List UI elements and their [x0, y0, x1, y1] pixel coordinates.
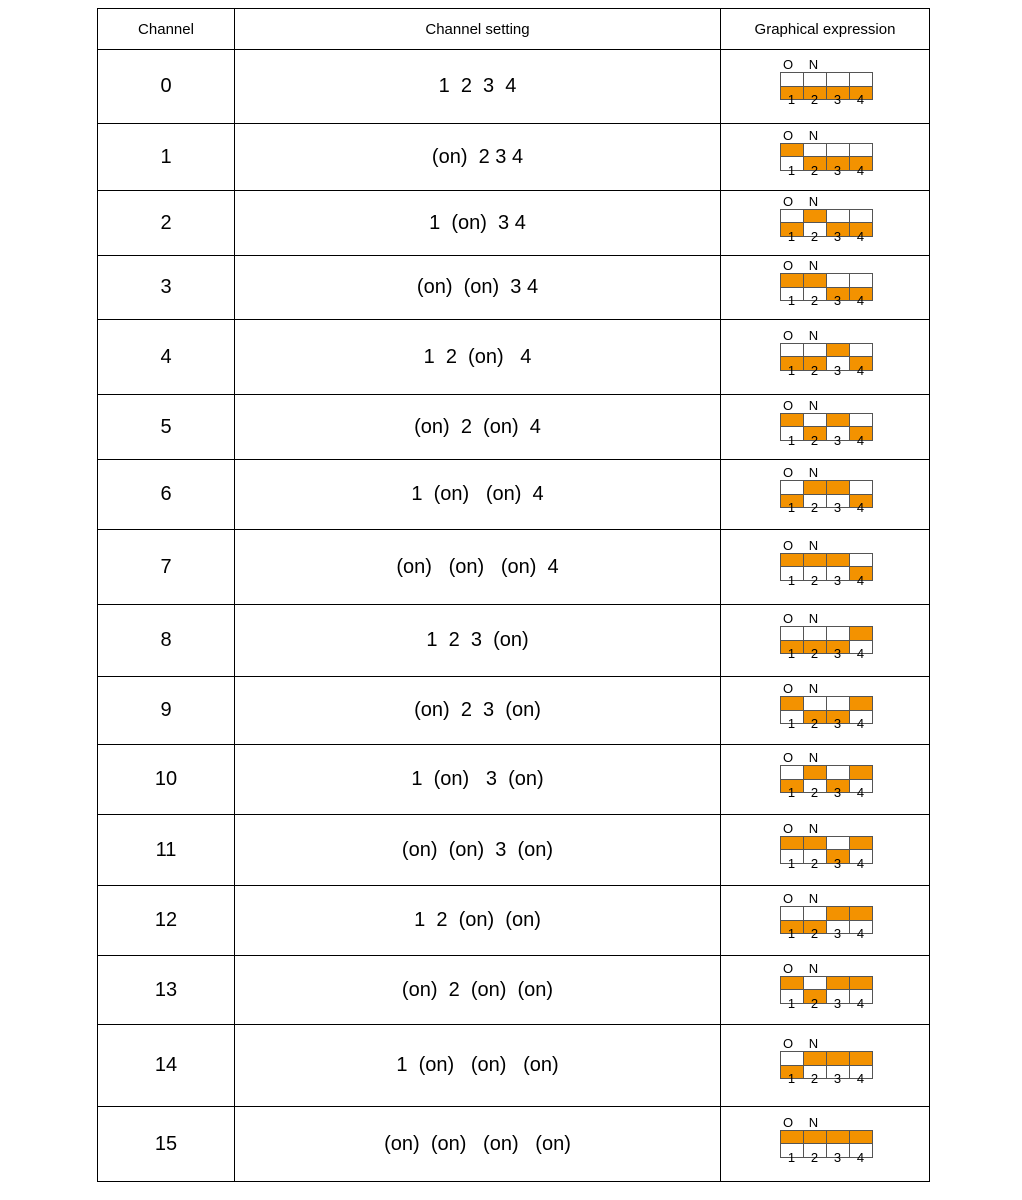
channel-setting: (on) (on) (on) 4 — [235, 530, 721, 605]
table-row — [98, 256, 930, 320]
switch-number-label: 3 — [833, 432, 842, 448]
switch-number-label: 3 — [833, 995, 842, 1011]
switch-upper-half — [804, 414, 826, 428]
switch-number-label: 1 — [787, 162, 796, 178]
channel-number: 14 — [98, 1025, 235, 1107]
switch-upper-half — [781, 697, 803, 711]
channel-setting: (on) (on) 3 (on) — [235, 815, 721, 886]
switch-number-label: 1 — [787, 646, 796, 661]
switch-number-label: 2 — [810, 1149, 819, 1165]
on-label: O N — [783, 820, 825, 836]
table-row — [98, 124, 930, 191]
switch-number-label: 4 — [856, 785, 865, 800]
channel-setting: (on) 2 3 (on) — [235, 677, 721, 745]
graphical-expression-cell — [721, 745, 930, 815]
switch-number-label: 1 — [787, 855, 796, 871]
switch-numbers — [780, 1072, 872, 1085]
switch-upper-half — [781, 210, 803, 224]
table-row — [98, 677, 930, 745]
switch-number-label: 3 — [833, 1149, 842, 1165]
graphical-expression-cell — [721, 1107, 930, 1182]
switch-upper-half — [850, 73, 872, 87]
channel-number: 13 — [98, 956, 235, 1025]
switch-upper-half — [804, 210, 826, 224]
switch-upper-half — [850, 837, 872, 851]
on-label: O N — [783, 327, 825, 343]
switch-upper-half — [827, 414, 849, 428]
header-channel-setting: Channel setting — [235, 9, 721, 50]
switch-upper-half — [804, 627, 826, 641]
switch-upper-half — [827, 481, 849, 495]
switch-upper-half — [804, 977, 826, 991]
table-row — [98, 886, 930, 956]
switch-upper-half — [781, 481, 803, 495]
switch-upper-half — [781, 274, 803, 288]
on-label: O N — [783, 1114, 825, 1130]
switch-upper-half — [781, 73, 803, 87]
switch-upper-half — [781, 144, 803, 158]
switch-upper-half — [827, 274, 849, 288]
table-row — [98, 395, 930, 460]
graphical-expression-cell — [721, 460, 930, 530]
switch-upper-half — [804, 766, 826, 780]
channel-setting: 1 (on) (on) (on) — [235, 1025, 721, 1107]
table-body — [98, 50, 930, 1182]
graphical-expression-cell — [721, 605, 930, 677]
switch-upper-half — [850, 344, 872, 358]
switch-number-label: 3 — [833, 572, 842, 588]
switch-number-label: 1 — [787, 995, 796, 1011]
switch-number-label: 1 — [787, 785, 796, 800]
switch-upper-half — [827, 977, 849, 991]
graphical-expression-cell — [721, 1025, 930, 1107]
dip-switch-graphic — [777, 750, 873, 804]
on-label: O N — [783, 537, 825, 553]
table-row — [98, 1025, 930, 1107]
switch-number-label: 2 — [810, 716, 819, 731]
switch-number-label: 1 — [787, 362, 796, 378]
graphical-expression-cell — [721, 395, 930, 460]
channel-setting: (on) 2 (on) (on) — [235, 956, 721, 1025]
channel-setting: 1 (on) (on) 4 — [235, 460, 721, 530]
switch-number-label: 3 — [833, 926, 842, 941]
channel-number: 6 — [98, 460, 235, 530]
switch-upper-half — [781, 907, 803, 921]
switch-number-label: 1 — [787, 716, 796, 731]
table-row — [98, 956, 930, 1025]
switch-upper-half — [850, 697, 872, 711]
switch-upper-half — [827, 766, 849, 780]
switch-numbers — [780, 93, 872, 106]
graphical-expression-cell — [721, 677, 930, 745]
on-label: O N — [783, 127, 825, 143]
switch-number-label: 3 — [833, 785, 842, 800]
switch-upper-half — [804, 73, 826, 87]
switch-upper-half — [850, 977, 872, 991]
dip-switch-graphic — [777, 681, 873, 735]
dip-switch-graphic — [777, 1115, 873, 1169]
graphical-expression-cell — [721, 191, 930, 256]
switch-upper-half — [850, 1131, 872, 1145]
switch-number-label: 1 — [787, 293, 796, 308]
channel-number: 15 — [98, 1107, 235, 1182]
switch-number-label: 2 — [810, 926, 819, 941]
dip-switch-graphic — [777, 328, 873, 382]
switch-upper-half — [827, 907, 849, 921]
dip-switch-graphic — [777, 1036, 873, 1090]
table-row — [98, 530, 930, 605]
channel-number: 9 — [98, 677, 235, 745]
channel-setting: 1 2 3 4 — [235, 50, 721, 124]
switch-numbers — [780, 501, 872, 514]
switch-upper-half — [827, 73, 849, 87]
switch-upper-half — [781, 414, 803, 428]
switch-upper-half — [804, 144, 826, 158]
switch-number-label: 2 — [810, 362, 819, 378]
switch-upper-half — [850, 554, 872, 568]
switch-upper-half — [827, 344, 849, 358]
on-label: O N — [783, 1036, 825, 1051]
graphical-expression-cell — [721, 815, 930, 886]
switch-number-label: 3 — [833, 646, 842, 661]
channel-setting: 1 2 (on) (on) — [235, 886, 721, 956]
on-label: O N — [783, 891, 825, 906]
dip-switch-graphic — [777, 465, 873, 519]
switch-numbers — [780, 434, 872, 447]
channel-table — [97, 8, 930, 1182]
channel-number: 11 — [98, 815, 235, 886]
channel-setting: (on) (on) 3 4 — [235, 256, 721, 320]
switch-upper-half — [850, 274, 872, 288]
table-row — [98, 460, 930, 530]
switch-upper-half — [781, 1131, 803, 1145]
switch-numbers — [780, 927, 872, 940]
switch-number-label: 3 — [833, 1071, 842, 1086]
switch-number-label: 2 — [810, 1071, 819, 1086]
switch-number-label: 1 — [787, 432, 796, 448]
switch-number-label: 4 — [856, 572, 865, 588]
channel-number: 12 — [98, 886, 235, 956]
switch-upper-half — [804, 1131, 826, 1145]
channel-setting: (on) 2 (on) 4 — [235, 395, 721, 460]
switch-number-label: 1 — [787, 572, 796, 588]
switch-numbers — [780, 294, 872, 307]
on-label: O N — [783, 397, 825, 413]
switch-upper-half — [781, 344, 803, 358]
dip-switch-graphic — [777, 194, 873, 248]
switch-number-label: 4 — [856, 1071, 865, 1086]
channel-number: 7 — [98, 530, 235, 605]
switch-numbers — [780, 997, 872, 1010]
switch-number-label: 1 — [787, 1149, 796, 1165]
channel-setting: 1 2 (on) 4 — [235, 320, 721, 395]
switch-number-label: 2 — [810, 228, 819, 244]
switch-number-label: 2 — [810, 785, 819, 800]
switch-number-label: 1 — [787, 1071, 796, 1086]
switch-number-label: 4 — [856, 92, 865, 107]
switch-upper-half — [850, 210, 872, 224]
switch-upper-half — [850, 627, 872, 641]
header-row — [98, 9, 930, 50]
switch-upper-half — [827, 697, 849, 711]
switch-numbers — [780, 1151, 872, 1164]
switch-numbers — [780, 574, 872, 587]
switch-number-label: 4 — [856, 646, 865, 661]
switch-upper-half — [781, 766, 803, 780]
switch-upper-half — [781, 977, 803, 991]
switch-number-label: 4 — [856, 716, 865, 731]
header-graphical-expression: Graphical expression — [721, 9, 930, 50]
switch-upper-half — [850, 414, 872, 428]
switch-upper-half — [804, 554, 826, 568]
switch-number-label: 3 — [833, 716, 842, 731]
switch-number-label: 4 — [856, 500, 865, 515]
switch-number-label: 2 — [810, 646, 819, 661]
table-row — [98, 320, 930, 395]
switch-number-label: 3 — [833, 228, 842, 244]
channel-number: 1 — [98, 124, 235, 191]
switch-number-label: 2 — [810, 162, 819, 178]
on-label: O N — [783, 611, 825, 626]
switch-number-label: 2 — [810, 855, 819, 871]
switch-number-label: 3 — [833, 293, 842, 308]
graphical-expression-cell — [721, 530, 930, 605]
switch-numbers — [780, 164, 872, 177]
switch-upper-half — [850, 144, 872, 158]
switch-numbers — [780, 857, 872, 870]
switch-number-label: 3 — [833, 162, 842, 178]
table-row — [98, 50, 930, 124]
graphical-expression-cell — [721, 886, 930, 956]
switch-upper-half — [827, 627, 849, 641]
switch-upper-half — [827, 210, 849, 224]
switch-numbers — [780, 364, 872, 377]
on-label: O N — [783, 681, 825, 696]
on-label: O N — [783, 193, 825, 209]
table-header — [98, 9, 930, 50]
table-row — [98, 1107, 930, 1182]
channel-number: 3 — [98, 256, 235, 320]
dip-switch-graphic — [777, 398, 873, 452]
dip-switch-graphic — [777, 258, 873, 312]
header-channel: Channel — [98, 9, 235, 50]
switch-upper-half — [804, 907, 826, 921]
switch-number-label: 1 — [787, 228, 796, 244]
switch-number-label: 4 — [856, 855, 865, 871]
table-row — [98, 815, 930, 886]
dip-switch-graphic — [777, 891, 873, 945]
switch-upper-half — [804, 481, 826, 495]
on-label: O N — [783, 57, 825, 72]
dip-switch-graphic — [777, 57, 873, 111]
switch-number-label: 3 — [833, 855, 842, 871]
dip-switch-graphic — [777, 611, 873, 665]
switch-number-label: 4 — [856, 162, 865, 178]
graphical-expression-cell — [721, 956, 930, 1025]
channel-number: 5 — [98, 395, 235, 460]
switch-upper-half — [781, 837, 803, 851]
dip-switch-graphic — [777, 961, 873, 1015]
table-row — [98, 605, 930, 677]
channel-setting: 1 2 3 (on) — [235, 605, 721, 677]
switch-upper-half — [804, 1052, 826, 1066]
switch-number-label: 4 — [856, 228, 865, 244]
switch-upper-half — [804, 344, 826, 358]
switch-number-label: 2 — [810, 500, 819, 515]
channel-number: 8 — [98, 605, 235, 677]
on-label: O N — [783, 960, 825, 976]
graphical-expression-cell — [721, 50, 930, 124]
table-row — [98, 191, 930, 256]
graphical-expression-cell — [721, 256, 930, 320]
channel-number: 0 — [98, 50, 235, 124]
channel-number: 10 — [98, 745, 235, 815]
channel-number: 2 — [98, 191, 235, 256]
table-row — [98, 745, 930, 815]
switch-upper-half — [781, 554, 803, 568]
switch-number-label: 2 — [810, 92, 819, 107]
channel-number: 4 — [98, 320, 235, 395]
switch-number-label: 1 — [787, 92, 796, 107]
switch-upper-half — [804, 274, 826, 288]
switch-number-label: 4 — [856, 362, 865, 378]
switch-upper-half — [827, 1131, 849, 1145]
switch-upper-half — [850, 481, 872, 495]
channel-setting: (on) (on) (on) (on) — [235, 1107, 721, 1182]
switch-number-label: 4 — [856, 926, 865, 941]
switch-number-label: 2 — [810, 995, 819, 1011]
switch-numbers — [780, 717, 872, 730]
switch-number-label: 3 — [833, 92, 842, 107]
graphical-expression-cell — [721, 320, 930, 395]
switch-upper-half — [804, 697, 826, 711]
switch-number-label: 3 — [833, 500, 842, 515]
on-label: O N — [783, 750, 825, 765]
switch-number-label: 1 — [787, 500, 796, 515]
channel-setting: 1 (on) 3 (on) — [235, 745, 721, 815]
dip-switch-graphic — [777, 821, 873, 875]
switch-upper-half — [850, 766, 872, 780]
on-label: O N — [783, 465, 825, 480]
dip-switch-graphic — [777, 128, 873, 182]
dip-switch-graphic — [777, 538, 873, 592]
switch-upper-half — [850, 907, 872, 921]
switch-number-label: 2 — [810, 293, 819, 308]
switch-upper-half — [827, 837, 849, 851]
switch-numbers — [780, 230, 872, 243]
graphical-expression-cell — [721, 124, 930, 191]
switch-number-label: 4 — [856, 1149, 865, 1165]
switch-number-label: 2 — [810, 572, 819, 588]
channel-setting: 1 (on) 3 4 — [235, 191, 721, 256]
switch-upper-half — [781, 1052, 803, 1066]
switch-upper-half — [827, 144, 849, 158]
switch-upper-half — [804, 837, 826, 851]
switch-numbers — [780, 647, 872, 660]
switch-upper-half — [827, 1052, 849, 1066]
switch-number-label: 2 — [810, 432, 819, 448]
switch-number-label: 4 — [856, 293, 865, 308]
switch-number-label: 1 — [787, 926, 796, 941]
switch-number-label: 4 — [856, 432, 865, 448]
on-label: O N — [783, 258, 825, 273]
switch-number-label: 4 — [856, 995, 865, 1011]
channel-setting: (on) 2 3 4 — [235, 124, 721, 191]
switch-upper-half — [781, 627, 803, 641]
switch-numbers — [780, 786, 872, 799]
switch-upper-half — [850, 1052, 872, 1066]
switch-upper-half — [827, 554, 849, 568]
switch-number-label: 3 — [833, 362, 842, 378]
